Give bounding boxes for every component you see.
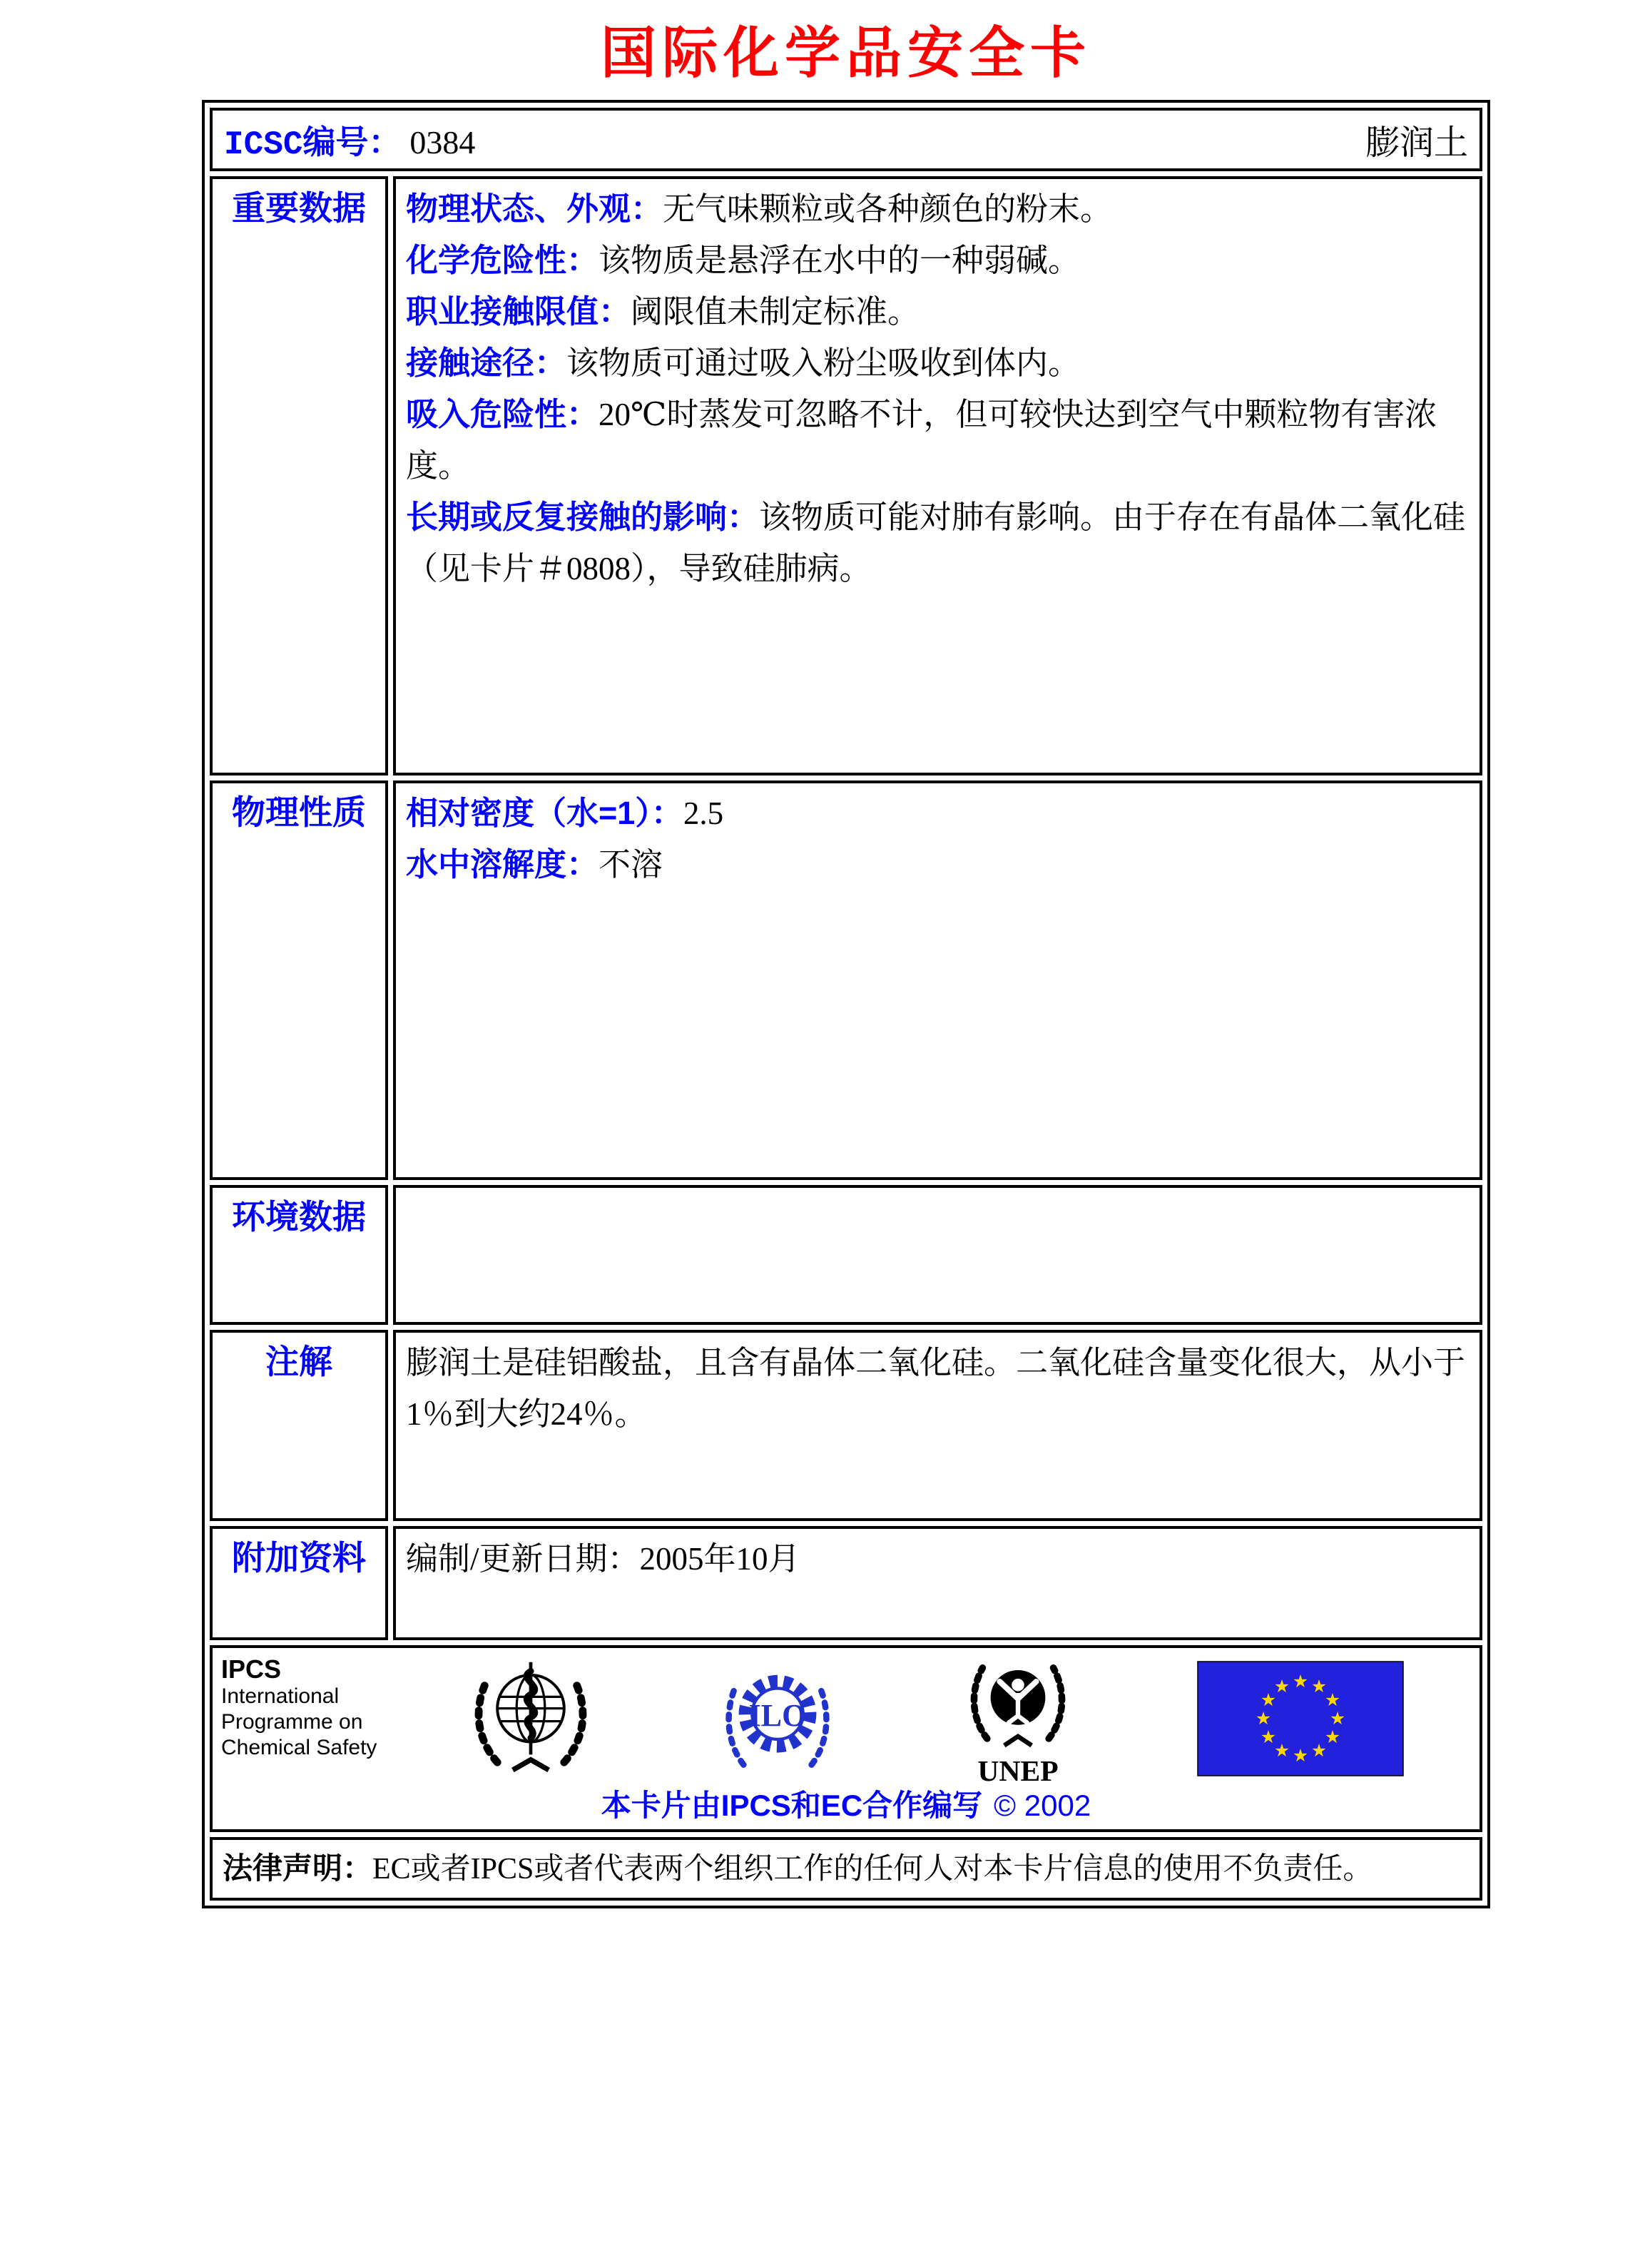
unep-logo-icon	[961, 1647, 1075, 1794]
credit-line	[213, 1782, 1480, 1825]
logos-row	[405, 1652, 1465, 1788]
section-content-notes: 膨润土是硅铝酸盐，且含有晶体二氧化硅。二氧化硅含量变化很大，从小于1％到大约24％。	[393, 1330, 1482, 1521]
section-label-additional-info: 附加资料	[210, 1526, 388, 1640]
who-logo-icon	[467, 1654, 595, 1786]
property-value: 20℃时蒸发可忽略不计，但可较快达到空气中颗粒物有害浓度。	[406, 397, 1437, 484]
legal-text: EC或者IPCS或者代表两个组织工作的任何人对本卡片信息的使用不负责任。	[372, 1853, 1373, 1886]
icsc-card	[202, 100, 1490, 1908]
ipcs-block	[221, 1655, 377, 1761]
property-value: 该物质可能对肺有影响。由于存在有晶体二氧化硅（见卡片＃0808），导致硅肺病。	[406, 499, 1466, 586]
eu-flag-icon	[1197, 1661, 1404, 1780]
page-title: 国际化学品安全卡	[600, 21, 1091, 84]
section-content-additional-info: 编制/更新日期：2005年10月	[393, 1526, 1482, 1640]
svg-text:ILO: ILO	[748, 1697, 807, 1733]
section-label-environmental-data: 环境数据	[210, 1185, 388, 1325]
property-label: 接触途径：	[406, 345, 567, 381]
icsc-number-group	[224, 116, 475, 163]
property-value: 不溶	[599, 847, 663, 883]
property-row	[406, 183, 1470, 235]
property-value: 该物质可通过吸入粉尘吸收到体内。	[566, 345, 1081, 381]
substance-name: 膨润土	[1365, 124, 1468, 162]
footer-row	[210, 1645, 1482, 1832]
section-content-important-data	[393, 176, 1482, 776]
property-label: 相对密度（水=1）：	[406, 795, 683, 831]
legal-row	[210, 1837, 1482, 1901]
property-row	[406, 389, 1470, 492]
property-label: 物理状态、外观：	[406, 190, 663, 227]
property-row	[406, 839, 1470, 890]
property-row	[406, 492, 1470, 594]
property-row	[406, 235, 1470, 286]
svg-text:UNEP: UNEP	[977, 1754, 1059, 1787]
header-row	[210, 108, 1482, 171]
ipcs-subtitle-line: Chemical Safety	[221, 1736, 377, 1759]
property-value: 该物质是悬浮在水中的一种弱碱。	[599, 243, 1081, 278]
property-row	[406, 337, 1470, 389]
icsc-number-value: 0384	[409, 123, 476, 161]
ipcs-title: IPCS	[221, 1654, 282, 1684]
ipcs-subtitle-line: Programme on	[221, 1710, 363, 1734]
icsc-number-label: ICSC编号：	[224, 126, 402, 163]
property-value: 阈限值未制定标准。	[631, 294, 920, 330]
section-content-physical-properties	[393, 780, 1482, 1180]
property-label: 化学危险性：	[406, 242, 599, 278]
legal-label: 法律声明：	[223, 1851, 373, 1885]
section-label-physical-properties: 物理性质	[210, 780, 388, 1180]
section-label-notes: 注解	[210, 1330, 388, 1521]
property-label: 吸入危险性：	[406, 396, 599, 432]
property-value: 无气味颗粒或各种颜色的粉末。	[663, 191, 1113, 227]
property-label: 职业接触限值：	[406, 293, 631, 330]
property-label: 水中溶解度：	[406, 846, 599, 883]
section-content-environmental-data	[393, 1185, 1482, 1325]
property-row	[406, 788, 1470, 839]
property-label: 长期或反复接触的影响：	[406, 499, 760, 535]
icsc-table	[205, 103, 1487, 1906]
property-row	[406, 286, 1470, 337]
credit-text: 本卡片由IPCS和EC合作编写	[601, 1789, 983, 1822]
ipcs-subtitle-line: International	[221, 1684, 340, 1708]
ilo-logo-icon	[717, 1658, 838, 1783]
section-label-important-data: 重要数据	[210, 176, 388, 776]
copyright-text: © 2002	[994, 1789, 1091, 1822]
property-value: 2.5	[683, 795, 724, 831]
